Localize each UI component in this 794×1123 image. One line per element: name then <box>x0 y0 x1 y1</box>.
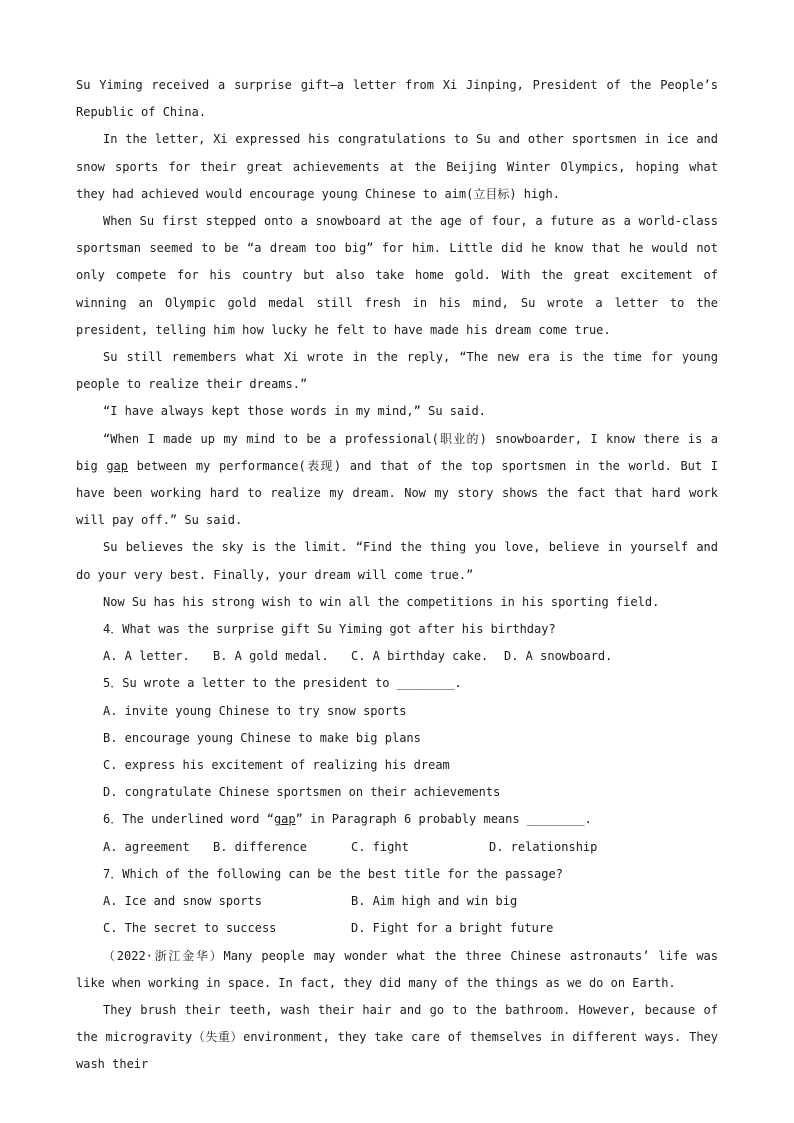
paragraph-1: Su Yiming received a surprise gift—a letter from Xi Jinping, President of the People’s Republic of China. <box>76 78 718 120</box>
question-6-stem <box>76 806 718 833</box>
q7-option-a: A. Ice and snow sports <box>103 894 262 909</box>
passage-2-paragraph-2: They brush their teeth, wash their hair and go to the bathroom. However, because of the microgravity（失重）environment, they take care of themselves in different ways. They wash their <box>76 1002 718 1072</box>
q6-option-b: B. difference <box>213 839 307 854</box>
q4-option-a: A. A letter. <box>103 649 190 664</box>
q6-option-d: D. relationship <box>489 839 598 854</box>
underlined-word: gap <box>106 458 129 473</box>
q7-option-d: D. Fight for a bright future <box>351 921 554 936</box>
q5-option-a: A. invite young Chinese to try snow sports <box>103 703 407 718</box>
p6-after: between my performance(表现) and that of the top sportsmen in the world. But I have been working hard to realize my dream. Now my story shows the fact that hard work will pay off.” Su said. <box>76 458 718 528</box>
q5-option-b: B. encourage young Chinese to make big plans <box>103 730 421 745</box>
passage-2-paragraph-1: （2022·浙江金华）Many people may wonder what the three Chinese astronauts’ life was like when working in space. In fact, they did many of the things as we do on Earth. <box>76 948 718 990</box>
q5-option-c: C. express his excitement of realizing his dream <box>103 758 450 773</box>
q4-option-d: D. A snowboard. <box>504 649 613 664</box>
q5-option-d: D. congratulate Chinese sportsmen on their achievements <box>103 785 501 800</box>
question-5-stem: 5．Su wrote a letter to the president to ________. <box>103 676 462 691</box>
q6-option-a: A. agreement <box>103 839 190 854</box>
question-7-options-row-2 <box>76 915 718 942</box>
question-7-options-row-1 <box>76 888 718 915</box>
paragraph-3: When Su first stepped onto a snowboard at the age of four, a future as a world-class sportsman seemed to be “a dream too big” for him. Little did he know that he would not only compete for his country but also take home gold. With the great excitement of winning an Olympic gold medal still fresh in his mind, Su wrote a letter to the president, telling him how lucky he felt to have made his dream come true. <box>76 214 718 337</box>
q4-option-c: C. A birthday cake. <box>351 649 489 664</box>
paragraph-7: Su believes the sky is the limit. “Find the thing you love, believe in yourself and do your very best. Finally, your dream will come true.” <box>76 540 718 582</box>
document-page <box>76 72 718 1079</box>
paragraph-6 <box>76 426 718 535</box>
paragraph-8: Now Su has his strong wish to win all the competitions in his sporting field. <box>103 594 660 609</box>
question-4-options <box>76 643 718 670</box>
q7-option-c: C. The secret to success <box>103 921 277 936</box>
p6-before: “When I made up my mind to be a professional(职业的) snowboarder, I know there is a big <box>76 431 718 473</box>
question-6-options <box>76 834 718 861</box>
paragraph-5: “I have always kept those words in my mind,” Su said. <box>103 404 486 419</box>
question-7-stem: 7．Which of the following can be the best title for the passage? <box>103 866 563 881</box>
paragraph-2: In the letter, Xi expressed his congratulations to Su and other sportsmen in ice and snow sports for their great achievements at the Beijing Winter Olympics, hoping what they had achieved would encourage young Chinese to aim(立目标) high. <box>76 132 718 201</box>
q6-underlined-word: gap <box>273 812 296 827</box>
question-4-stem: 4．What was the surprise gift Su Yiming got after his birthday? <box>103 622 556 637</box>
paragraph-4: Su still remembers what Xi wrote in the reply, “The new era is the time for young people to realize their dreams.” <box>76 350 718 392</box>
q6-option-c: C. fight <box>351 839 409 854</box>
q4-option-b: B. A gold medal. <box>213 649 329 664</box>
q6-stem-after: ” in Paragraph 6 probably means ________. <box>295 812 592 827</box>
q6-stem-before: 6．The underlined word “ <box>103 812 274 827</box>
q7-option-b: B. Aim high and win big <box>351 894 518 909</box>
